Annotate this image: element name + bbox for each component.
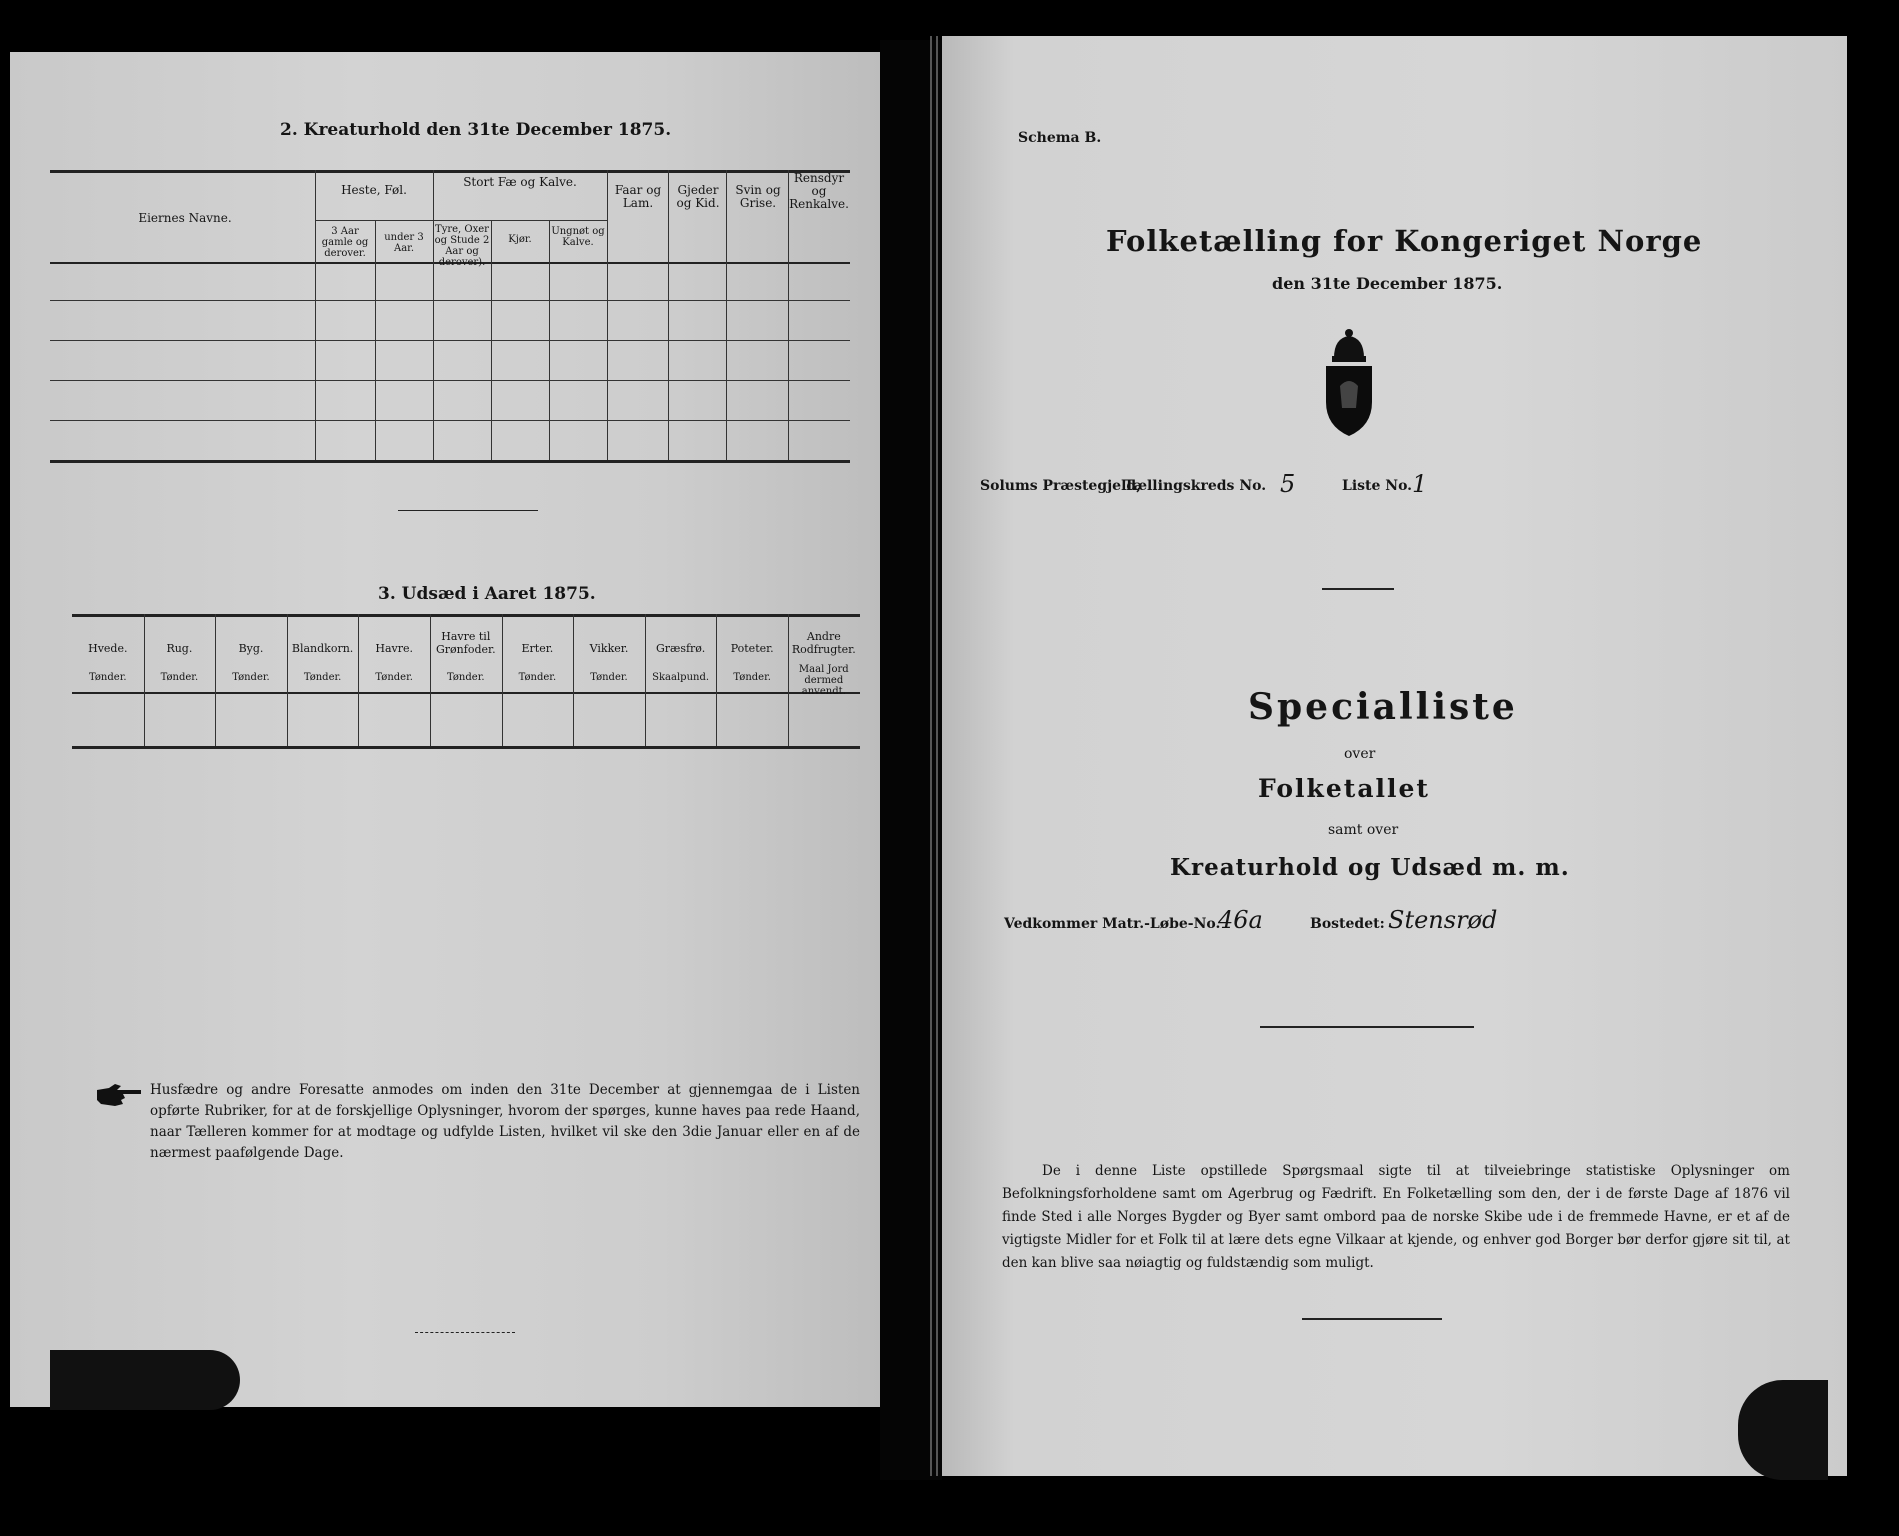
table1-col-rule [491,220,492,460]
section2-title: 2. Kreaturhold den 31te December 1875. [280,120,672,140]
parish-label: Solums Præstegjeld, [980,478,1142,494]
horses-over3-header: 3 Aar gamle og derover. [321,226,369,259]
right-page [942,36,1847,1476]
list-value: 1 [1412,470,1428,498]
sheep-header: Faar og Lam. [614,183,662,210]
thumb-shadow [50,1350,240,1410]
table2-col-unit: Tønder. [160,672,199,683]
bulls-header: Tyre, Oxer og Stude 2 Aar og derover). [434,224,490,268]
table1-row-rule [50,380,850,381]
table1-col-rule [549,220,550,460]
footer-rule [415,1332,515,1333]
table1-col-rule [668,170,669,460]
pigs-header: Svin og Grise. [735,183,781,210]
table1-row-rule [50,420,850,421]
table1-col-rule [433,170,434,460]
young-cattle-header: Ungnøt og Kalve. [551,226,605,248]
table2-header-rule [72,692,860,694]
table2-col-unit: Tønder. [375,672,413,683]
horses-under3-header: under 3 Aar. [384,232,424,254]
table2-col-unit: Tønder. [303,672,342,683]
table2-col-header: Græsfrø. [655,642,706,655]
table2-col-unit: Tønder. [447,672,485,683]
book-gutter [880,40,942,1480]
long-rule [1260,1026,1474,1028]
reindeer-header: Rensdyr og Renkalve. [789,171,849,211]
table2-col-unit: Tønder. [232,672,270,683]
table1-top-rule [50,170,850,173]
table2-col-unit: Maal Jord dermed anvendt. [798,664,849,697]
table1-row-rule [50,340,850,341]
table1-col-rule [375,220,376,460]
short-rule [1322,588,1394,590]
table2-col-header: Havre. [375,642,413,655]
table2-col-header: Erter. [521,642,554,655]
schema-label: Schema B. [1018,130,1102,146]
table2-col-header: Blandkorn. [291,642,354,655]
table1-col-rule [607,170,608,460]
explanatory-paragraph: De i denne Liste opstillede Spørgsmaal sigte til at tilveiebringe statistiske Oplysninger om Befolkningsforholdene samt om Agerbrug og Fædrift. En Folketælling som den, der i de første Dage af 1876 vil finde Sted i alle Norges Bygder og Byer samt ombord paa de norske Skibe ude i de fremmede Havne, er et af de vigtigste Midler for et Folk til at lære dets egne Vilkaar at kjende, og enhver god Borger bør derfor gjøre sit til, at den kan blive saa nøiagtig og fuldstændig som muligt. [1002,1163,1790,1271]
table1-col-rule [788,170,789,460]
page-edge [936,36,938,1476]
left-page [10,52,880,1407]
cows-header: Kjør. [508,234,532,245]
samt-over-label: samt over [1328,822,1399,838]
notice-text: Husfædre og andre Foresatte anmodes om inden den 31te December at gjennemgaa de i Listen opførte Rubriker, for at de forskjellige Oplysninger, hvorom der spørges, kunne haves paa rede Haand, naar Tælleren kommer for at modtage og udfylde Listen, hvilket vil ske den 3die Januar eller en af de nærmest paafølgende Dage. [150,1082,860,1161]
bostedet-value: Stensrød [1388,906,1498,934]
table2-col-header: Poteter. [730,642,774,655]
form-date: den 31te December 1875. [1272,274,1503,293]
folketallet-heading: Folketallet [1258,774,1430,803]
table1-col-rule [315,170,316,460]
table2-col-unit: Tønder. [733,672,771,683]
table1-col-rule [726,170,727,460]
coat-of-arms-icon [1320,328,1378,438]
table2-bottom-rule [72,746,860,749]
page-edge [930,36,932,1476]
owner-names-header: Eiernes Navne. [138,211,232,225]
district-label: Tællingskreds No. [1124,478,1267,494]
table2-col-header: Byg. [238,642,264,655]
matr-value: 46a [1218,906,1263,934]
table2-top-rule [72,614,860,617]
separator-rule [398,510,538,511]
closing-rule [1302,1318,1442,1320]
table2-col-header: Havre til Grønfoder. [436,630,496,656]
matr-label: Vedkommer Matr.-Løbe-No. [1004,916,1221,932]
kreaturhold-heading: Kreaturhold og Udsæd m. m. [1170,854,1570,881]
form-title: Folketælling for Kongeriget Norge [1106,224,1703,258]
goats-header: Gjeder og Kid. [676,183,720,210]
list-label: Liste No. [1342,478,1413,494]
over-label: over [1344,746,1376,762]
table2-col-header: Andre Rodfrugter. [791,630,856,656]
table2-col-header: Rug. [166,642,193,655]
table2-col-header: Hvede. [88,642,128,655]
thumb-shadow [1738,1380,1828,1480]
table2-col-header: Vikker. [589,642,629,655]
table2-col-unit: Tønder. [590,672,628,683]
section3-title: 3. Udsæd i Aaret 1875. [378,584,596,604]
table1-row-rule [50,300,850,301]
pointing-hand-icon [95,1082,145,1108]
specialliste-heading: Specialliste [1248,686,1518,728]
cattle-header: Stort Fæ og Kalve. [463,175,577,189]
table2-col-unit: Skaalpund. [652,672,710,683]
district-value: 5 [1280,470,1296,498]
table1-group-rule [315,220,607,221]
table2-col-unit: Tønder. [518,672,557,683]
horses-header: Heste, Føl. [341,183,407,197]
bostedet-label: Bostedet: [1310,916,1385,932]
table1-bottom-rule [50,460,850,463]
table2-col-unit: Tønder. [89,672,127,683]
